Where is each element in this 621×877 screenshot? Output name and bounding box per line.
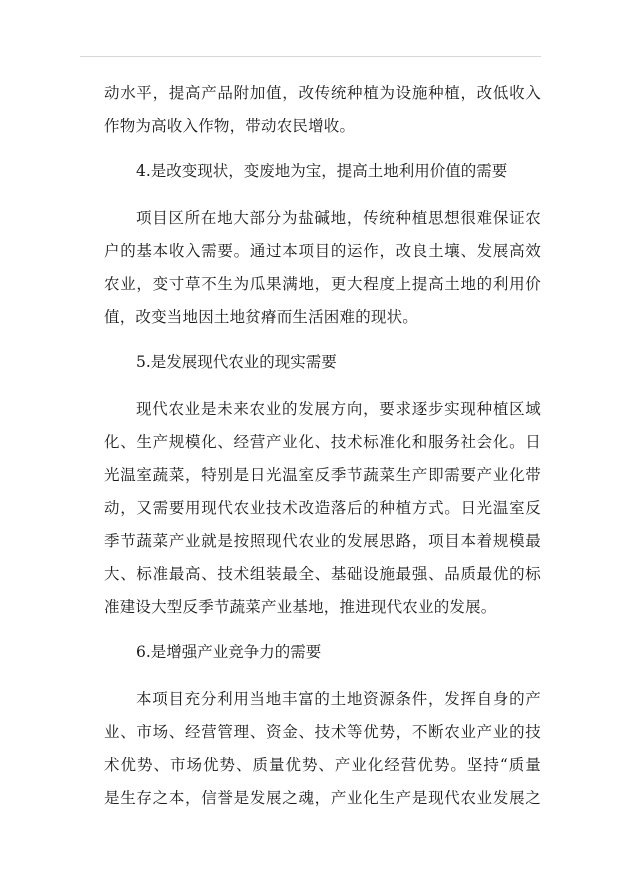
paragraph-line: 业、市场、经营管理、资金、技术等优势，不断农业产业的技 [104, 723, 541, 741]
paragraph-line: 现代农业是未来农业的发展方向，要求逐步实现种植区域 [136, 400, 541, 418]
paragraph-line: 大、标准最高、技术组装最全、基础设施最强、品质最优的标 [104, 565, 541, 583]
paragraph-line: 项目区所在地大部分为盐碱地，传统种植思想很难保证农 [136, 209, 541, 227]
paragraph-line: 准建设大型反季节蔬菜产业基地，推进现代农业的发展。 [104, 598, 497, 616]
paragraph-line: 季节蔬菜产业就是按照现代农业的发展思路，项目本着规模最 [104, 532, 541, 550]
paragraph-line: 是生存之本，信誉是发展之魂，产业化生产是现代农业发展之 [104, 789, 541, 807]
paragraph-line: 光温室蔬菜，特别是日光温室反季节蔬菜生产即需要产业化带 [104, 466, 541, 484]
paragraph-line: 值，改变当地因土地贫瘠而生活困难的现状。 [104, 308, 419, 326]
paragraph-line: 本项目充分利用当地丰富的土地资源条件，发挥自身的产 [136, 690, 541, 708]
paragraph-line: 动水平，提高产品附加值，改传统种植为设施种植，改低收入 [104, 84, 541, 102]
paragraph-line: 术优势、市场优势、质量优势、产业化经营优势。坚持“质量 [104, 756, 541, 774]
paragraph-line: 化、生产规模化、经营产业化、技术标准化和服务社会化。日 [104, 433, 541, 451]
section-heading-5: 5.是发展现代农业的现实需要 [136, 353, 337, 371]
paragraph-line: 作物为高收入作物，带动农民增收。 [104, 117, 356, 135]
paragraph-line: 农业，变寸草不生为瓜果满地，更大程度上提高土地的利用价 [104, 275, 541, 293]
section-heading-4: 4.是改变现状，变废地为宝，提高土地利用价值的需要 [136, 162, 508, 180]
paragraph-line: 户的基本收入需要。通过本项目的运作，改良土壤、发展高效 [104, 242, 541, 260]
paragraph-line: 动，又需要用现代农业技术改造落后的种植方式。日光温室反 [104, 499, 541, 517]
section-heading-6: 6.是增强产业竞争力的需要 [136, 643, 322, 661]
header-rule [80, 56, 541, 57]
